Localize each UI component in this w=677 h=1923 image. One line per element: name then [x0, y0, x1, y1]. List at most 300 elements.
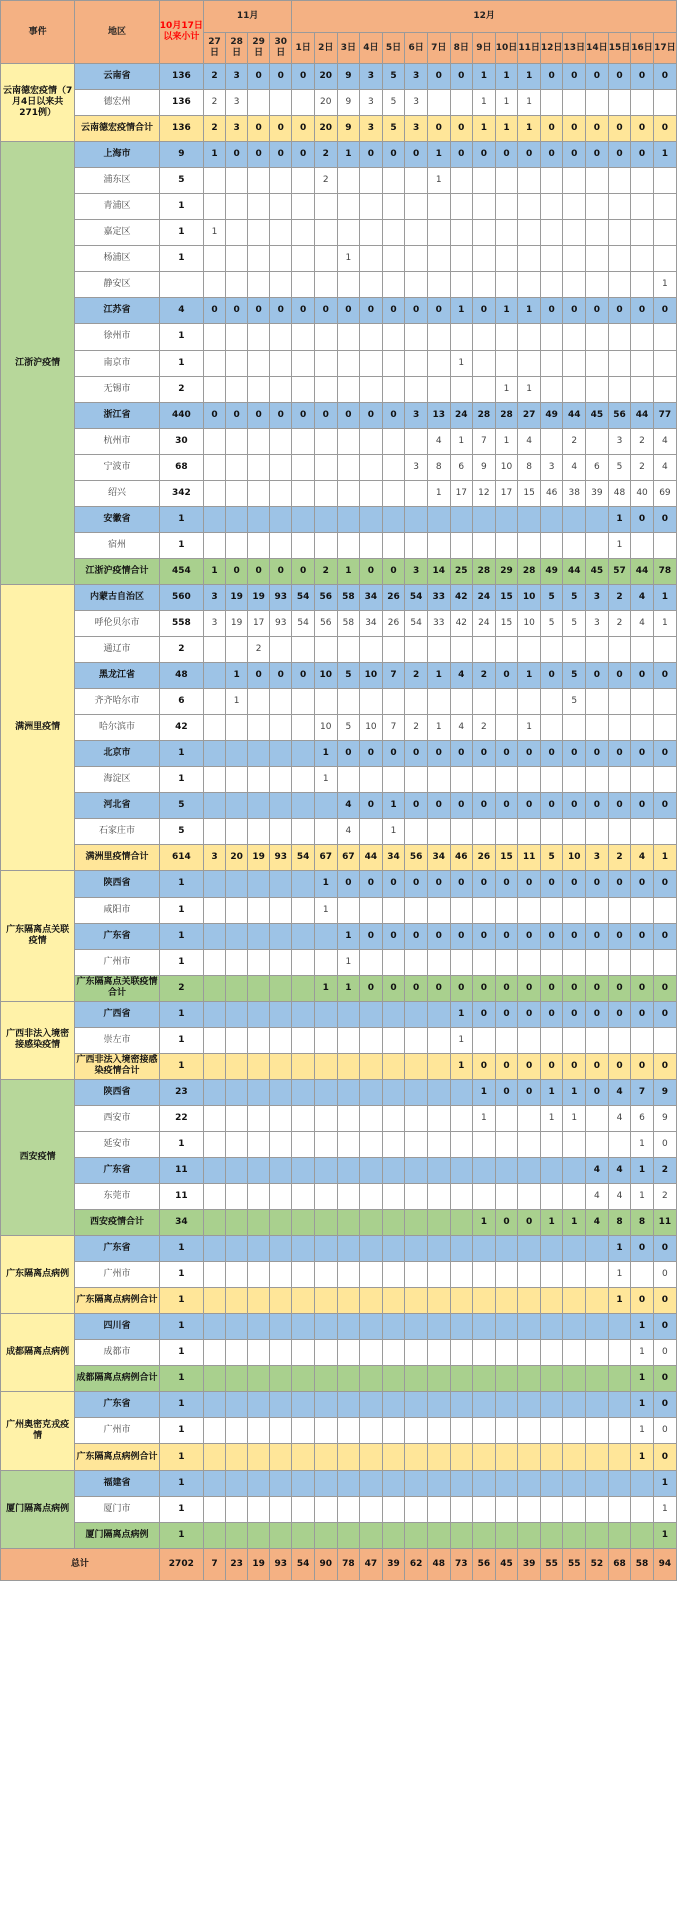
day-value-cell [586, 246, 609, 272]
day-value-cell: 0 [518, 1079, 541, 1105]
day-value-cell [270, 923, 292, 949]
day-value-cell [450, 1392, 473, 1418]
city-row [1, 715, 677, 741]
day-value-cell [226, 897, 248, 923]
day-value-cell: 1 [653, 610, 676, 636]
day-value-cell: 1 [382, 793, 405, 819]
day-value-cell [314, 689, 337, 715]
day-value-cell [563, 819, 586, 845]
day-value-cell: 1 [631, 1314, 654, 1340]
total-label: 总计 [1, 1548, 160, 1580]
region-name: 杭州市 [75, 428, 159, 454]
region-name: 嘉定区 [75, 220, 159, 246]
subtotal-cell: 1 [159, 1314, 203, 1340]
day-value-cell: 46 [450, 845, 473, 871]
subtotal-cell: 558 [159, 610, 203, 636]
day-value-cell [270, 168, 292, 194]
day-value-cell [360, 1027, 383, 1053]
day-value-cell: 1 [518, 90, 541, 116]
day-value-cell [586, 506, 609, 532]
day-value-cell [314, 1314, 337, 1340]
day-value-cell: 0 [405, 142, 428, 168]
day-value-cell: 28 [495, 402, 518, 428]
day-value-cell [495, 272, 518, 298]
day-value-cell [631, 715, 654, 741]
day-value-cell [473, 689, 496, 715]
day-value-cell [203, 428, 225, 454]
day-value-cell: 5 [563, 663, 586, 689]
day-value-cell: 1 [495, 428, 518, 454]
day-value-cell: 3 [405, 64, 428, 90]
day-value-cell [248, 1392, 270, 1418]
day-value-cell [292, 454, 315, 480]
day-value-cell [203, 1027, 225, 1053]
day-value-cell [314, 1184, 337, 1210]
day-value-cell [314, 1392, 337, 1418]
header-day: 29日 [248, 33, 270, 64]
day-value-cell [360, 1340, 383, 1366]
day-value-cell [203, 376, 225, 402]
day-value-cell [203, 1288, 225, 1314]
day-value-cell [405, 1236, 428, 1262]
day-value-cell: 0 [292, 558, 315, 584]
day-value-cell [450, 1366, 473, 1392]
day-value-cell: 0 [360, 871, 383, 897]
day-value-cell [314, 1418, 337, 1444]
day-value-cell [360, 1418, 383, 1444]
day-value-cell [337, 1027, 360, 1053]
day-value-cell: 1 [631, 1131, 654, 1157]
day-value-cell [405, 1470, 428, 1496]
day-value-cell: 1 [473, 116, 496, 142]
day-value-cell: 5 [337, 663, 360, 689]
day-value-cell [427, 637, 450, 663]
subtotal-row [1, 1522, 677, 1548]
subtotal-cell: 2 [159, 376, 203, 402]
day-value-cell: 19 [248, 584, 270, 610]
day-value-cell [360, 532, 383, 558]
day-value-cell [495, 1470, 518, 1496]
day-value-cell: 54 [405, 584, 428, 610]
day-value-cell [473, 194, 496, 220]
subtotal-cell: 1 [159, 1340, 203, 1366]
day-value-cell: 33 [427, 584, 450, 610]
day-value-cell [248, 1444, 270, 1470]
day-value-cell: 1 [337, 975, 360, 1001]
day-value-cell [248, 1157, 270, 1183]
day-value-cell [495, 1314, 518, 1340]
subtotal-cell: 48 [159, 663, 203, 689]
day-value-cell [248, 90, 270, 116]
day-value-cell [540, 1366, 563, 1392]
day-value-cell: 4 [631, 610, 654, 636]
day-value-cell: 1 [427, 168, 450, 194]
day-value-cell [450, 637, 473, 663]
day-value-cell [270, 1079, 292, 1105]
subtotal-cell: 1 [159, 897, 203, 923]
region-name: 南京市 [75, 350, 159, 376]
header-day: 11日 [518, 33, 541, 64]
subtotal-cell: 1 [159, 246, 203, 272]
day-value-cell: 34 [360, 610, 383, 636]
subtotal-cell: 136 [159, 64, 203, 90]
day-value-cell: 0 [608, 741, 631, 767]
day-value-cell [203, 1340, 225, 1366]
day-value-cell: 0 [427, 871, 450, 897]
day-value-cell [405, 1314, 428, 1340]
subtotal-cell: 1 [159, 1470, 203, 1496]
day-value-cell [203, 975, 225, 1001]
day-value-cell [586, 220, 609, 246]
day-value-cell [653, 376, 676, 402]
day-value-cell [473, 1470, 496, 1496]
day-value-cell: 0 [337, 402, 360, 428]
day-value-cell [314, 1288, 337, 1314]
day-value-cell: 42 [450, 610, 473, 636]
day-value-cell [270, 376, 292, 402]
day-value-cell [292, 532, 315, 558]
subtotal-cell: 1 [159, 350, 203, 376]
day-value-cell [427, 1079, 450, 1105]
day-value-cell [292, 506, 315, 532]
day-value-cell [540, 428, 563, 454]
day-value-cell [608, 715, 631, 741]
region-name: 陕西省 [75, 871, 159, 897]
province-row [1, 1470, 677, 1496]
day-value-cell: 1 [540, 1079, 563, 1105]
region-name: 广东隔离点病例合计 [75, 1288, 159, 1314]
day-value-cell [226, 168, 248, 194]
day-value-cell [382, 1522, 405, 1548]
day-value-cell [314, 637, 337, 663]
day-value-cell [540, 897, 563, 923]
day-value-cell [292, 1131, 315, 1157]
day-value-cell [450, 506, 473, 532]
day-value-cell: 0 [653, 793, 676, 819]
day-value-cell: 0 [270, 402, 292, 428]
day-value-cell: 17 [248, 610, 270, 636]
subtotal-row [1, 116, 677, 142]
day-value-cell [495, 767, 518, 793]
day-value-cell [270, 689, 292, 715]
province-row [1, 871, 677, 897]
day-value-cell: 3 [226, 90, 248, 116]
day-value-cell: 1 [314, 975, 337, 1001]
day-value-cell [473, 532, 496, 558]
day-value-cell [586, 1366, 609, 1392]
day-value-cell [473, 1236, 496, 1262]
day-value-cell [360, 767, 383, 793]
day-value-cell: 0 [427, 64, 450, 90]
subtotal-cell: 1 [159, 1392, 203, 1418]
city-row [1, 1418, 677, 1444]
day-value-cell [405, 272, 428, 298]
day-value-cell: 1 [382, 819, 405, 845]
day-value-cell: 0 [203, 402, 225, 428]
day-value-cell [314, 1262, 337, 1288]
day-value-cell [563, 1470, 586, 1496]
day-value-cell [540, 1157, 563, 1183]
day-value-cell: 4 [563, 454, 586, 480]
day-value-cell: 0 [382, 558, 405, 584]
day-value-cell: 2 [608, 845, 631, 871]
day-value-cell [292, 767, 315, 793]
day-value-cell [382, 1392, 405, 1418]
day-value-cell [203, 480, 225, 506]
day-value-cell [382, 1053, 405, 1079]
day-value-cell [270, 454, 292, 480]
day-value-cell: 0 [586, 663, 609, 689]
day-value-cell: 0 [248, 298, 270, 324]
day-value-cell [518, 1340, 541, 1366]
day-value-cell [292, 428, 315, 454]
day-value-cell [270, 715, 292, 741]
header-day: 8日 [450, 33, 473, 64]
city-row [1, 1184, 677, 1210]
day-value-cell [226, 1314, 248, 1340]
day-value-cell [382, 949, 405, 975]
day-value-cell [382, 1079, 405, 1105]
day-value-cell: 15 [495, 584, 518, 610]
day-value-cell: 0 [360, 741, 383, 767]
day-value-cell [382, 506, 405, 532]
city-row [1, 532, 677, 558]
day-value-cell [337, 1496, 360, 1522]
province-row [1, 1079, 677, 1105]
event-name: 广东隔离点病例 [1, 1236, 75, 1314]
province-row [1, 402, 677, 428]
city-row [1, 637, 677, 663]
day-value-cell [292, 793, 315, 819]
day-value-cell [382, 272, 405, 298]
day-value-cell: 4 [586, 1157, 609, 1183]
day-value-cell [540, 1522, 563, 1548]
day-value-cell [203, 793, 225, 819]
day-value-cell [473, 272, 496, 298]
day-value-cell [473, 1522, 496, 1548]
day-value-cell [292, 324, 315, 350]
day-value-cell [540, 1184, 563, 1210]
day-value-cell [226, 923, 248, 949]
day-value-cell [473, 376, 496, 402]
day-value-cell [226, 428, 248, 454]
day-value-cell: 0 [540, 871, 563, 897]
header-day: 5日 [382, 33, 405, 64]
day-value-cell [292, 376, 315, 402]
day-value-cell [518, 1027, 541, 1053]
day-value-cell [427, 689, 450, 715]
day-value-cell: 1 [653, 584, 676, 610]
day-value-cell [226, 1053, 248, 1079]
day-value-cell [270, 949, 292, 975]
day-value-cell [337, 1340, 360, 1366]
day-value-cell [473, 246, 496, 272]
day-value-cell [226, 506, 248, 532]
day-value-cell: 4 [608, 1184, 631, 1210]
day-value-cell: 1 [631, 1157, 654, 1183]
day-value-cell [473, 506, 496, 532]
day-value-cell [427, 1053, 450, 1079]
region-name: 上海市 [75, 142, 159, 168]
day-value-cell: 15 [518, 480, 541, 506]
day-value-cell [608, 324, 631, 350]
day-value-cell [226, 1027, 248, 1053]
day-value-cell [248, 1314, 270, 1340]
day-value-cell [203, 194, 225, 220]
day-value-cell [226, 1366, 248, 1392]
day-value-cell: 9 [337, 64, 360, 90]
day-value-cell: 2 [631, 428, 654, 454]
day-value-cell [248, 376, 270, 402]
day-value-cell [495, 1262, 518, 1288]
day-value-cell [495, 1392, 518, 1418]
day-value-cell: 11 [653, 1210, 676, 1236]
day-value-cell: 1 [314, 767, 337, 793]
region-name: 江苏省 [75, 298, 159, 324]
day-value-cell [540, 819, 563, 845]
day-value-cell: 14 [427, 558, 450, 584]
day-value-cell [382, 168, 405, 194]
city-row [1, 1105, 677, 1131]
day-value-cell [226, 1079, 248, 1105]
subtotal-cell: 11 [159, 1184, 203, 1210]
day-value-cell: 0 [540, 793, 563, 819]
day-value-cell [360, 454, 383, 480]
day-value-cell: 2 [203, 116, 225, 142]
day-value-cell [631, 1470, 654, 1496]
day-value-cell: 4 [608, 1079, 631, 1105]
day-value-cell [473, 1496, 496, 1522]
subtotal-cell: 454 [159, 558, 203, 584]
day-value-cell [450, 1157, 473, 1183]
day-value-cell [360, 949, 383, 975]
day-value-cell [292, 90, 315, 116]
province-row [1, 1392, 677, 1418]
day-value-cell [292, 741, 315, 767]
day-value-cell: 0 [270, 142, 292, 168]
day-value-cell [248, 246, 270, 272]
day-value-cell [653, 637, 676, 663]
day-value-cell [248, 767, 270, 793]
day-value-cell [226, 819, 248, 845]
day-value-cell [360, 819, 383, 845]
day-value-cell: 0 [563, 64, 586, 90]
day-value-cell [360, 1157, 383, 1183]
day-value-cell [360, 220, 383, 246]
day-value-cell [248, 819, 270, 845]
region-name: 广东省 [75, 1392, 159, 1418]
day-value-cell: 78 [653, 558, 676, 584]
day-value-cell [314, 1157, 337, 1183]
day-value-cell [270, 1496, 292, 1522]
total-day-cell: 54 [292, 1548, 315, 1580]
day-value-cell: 3 [360, 116, 383, 142]
city-row [1, 1496, 677, 1522]
day-value-cell [427, 1340, 450, 1366]
day-value-cell: 4 [608, 1157, 631, 1183]
day-value-cell [270, 1470, 292, 1496]
day-value-cell [473, 949, 496, 975]
total-day-cell: 73 [450, 1548, 473, 1580]
day-value-cell: 4 [631, 584, 654, 610]
day-value-cell [337, 272, 360, 298]
day-value-cell: 0 [586, 142, 609, 168]
day-value-cell [631, 1522, 654, 1548]
day-value-cell [226, 194, 248, 220]
day-value-cell [248, 428, 270, 454]
day-value-cell [563, 1366, 586, 1392]
day-value-cell [292, 1079, 315, 1105]
day-value-cell [248, 1366, 270, 1392]
day-value-cell [337, 1366, 360, 1392]
day-value-cell [248, 741, 270, 767]
day-value-cell [563, 1131, 586, 1157]
day-value-cell: 0 [563, 142, 586, 168]
day-value-cell [360, 1236, 383, 1262]
day-value-cell [360, 1262, 383, 1288]
day-value-cell [427, 819, 450, 845]
day-value-cell: 0 [653, 923, 676, 949]
subtotal-row [1, 1366, 677, 1392]
day-value-cell: 1 [653, 142, 676, 168]
day-value-cell: 3 [226, 64, 248, 90]
day-value-cell [226, 715, 248, 741]
day-value-cell [248, 1470, 270, 1496]
region-name: 徐州市 [75, 324, 159, 350]
day-value-cell [631, 376, 654, 402]
day-value-cell: 0 [473, 923, 496, 949]
day-value-cell: 0 [450, 923, 473, 949]
day-value-cell: 0 [653, 298, 676, 324]
day-value-cell: 15 [495, 610, 518, 636]
day-value-cell [337, 1184, 360, 1210]
day-value-cell [292, 1366, 315, 1392]
day-value-cell: 0 [563, 1053, 586, 1079]
day-value-cell [653, 689, 676, 715]
day-value-cell [203, 741, 225, 767]
total-row [1, 1548, 677, 1580]
day-value-cell [203, 897, 225, 923]
subtotal-cell: 1 [159, 506, 203, 532]
region-name: 通辽市 [75, 637, 159, 663]
subtotal-cell [159, 272, 203, 298]
subtotal-cell: 2 [159, 637, 203, 663]
day-value-cell: 20 [314, 90, 337, 116]
day-value-cell: 0 [495, 1053, 518, 1079]
day-value-cell [450, 194, 473, 220]
day-value-cell: 40 [631, 480, 654, 506]
day-value-cell: 1 [495, 298, 518, 324]
day-value-cell [608, 194, 631, 220]
day-value-cell: 0 [518, 975, 541, 1001]
region-name: 齐齐哈尔市 [75, 689, 159, 715]
day-value-cell [450, 897, 473, 923]
day-value-cell: 34 [427, 845, 450, 871]
day-value-cell [292, 871, 315, 897]
day-value-cell [203, 1444, 225, 1470]
region-name: 河北省 [75, 793, 159, 819]
day-value-cell [450, 246, 473, 272]
day-value-cell: 0 [608, 64, 631, 90]
day-value-cell: 0 [653, 64, 676, 90]
day-value-cell [360, 637, 383, 663]
day-value-cell: 5 [540, 845, 563, 871]
day-value-cell [270, 741, 292, 767]
day-value-cell [203, 1079, 225, 1105]
subtotal-cell: 1 [159, 1131, 203, 1157]
day-value-cell [248, 272, 270, 298]
day-value-cell [427, 1288, 450, 1314]
